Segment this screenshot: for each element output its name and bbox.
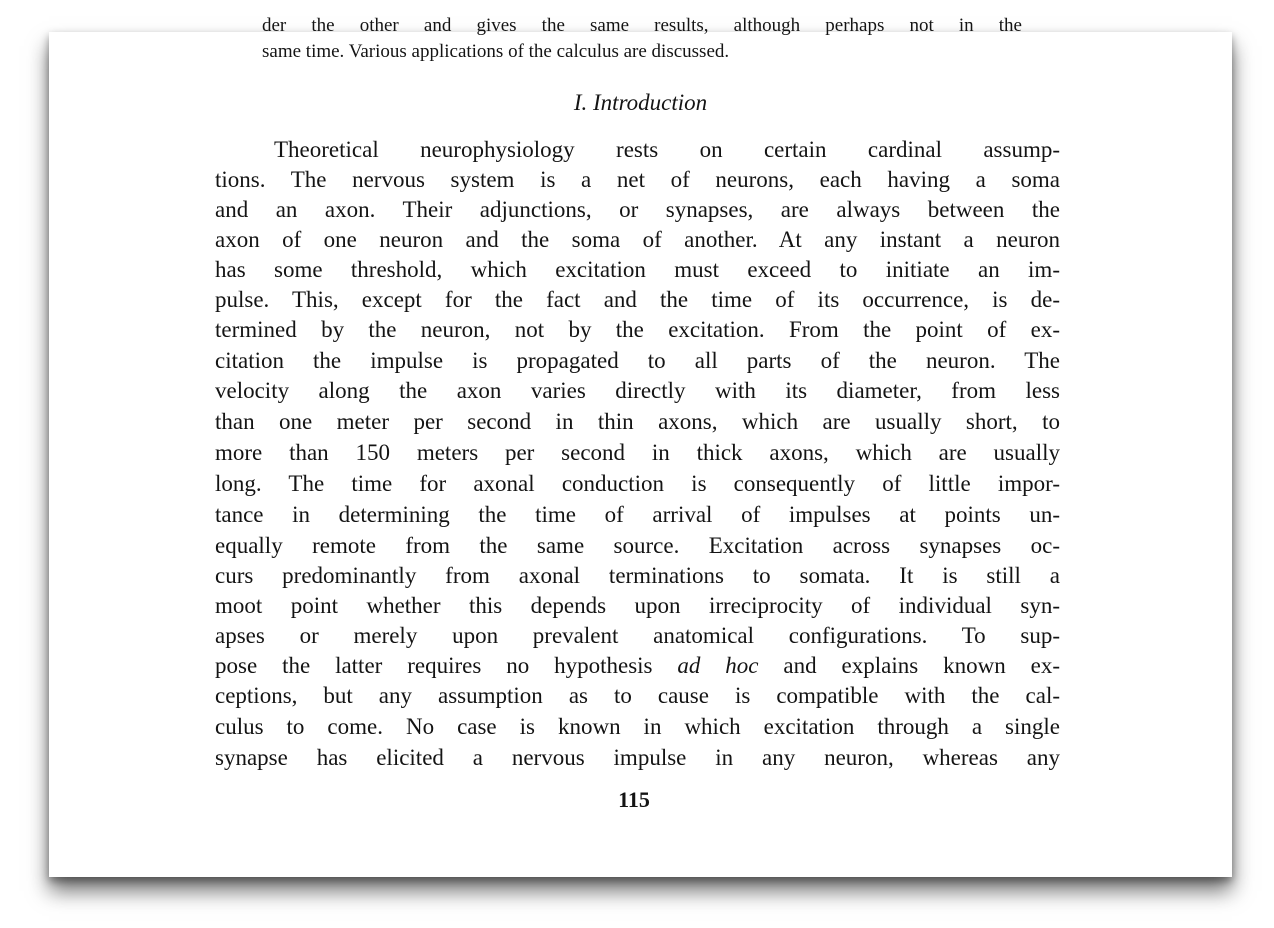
abstract-cutoff-line: der the other and gives the same results, although perhaps not in the [262, 15, 1022, 36]
body-line: more than 150 meters per second in thick axons, which are usually [215, 440, 1060, 465]
abstract-last-line: same time. Various applications of the calculus are discussed. [262, 41, 730, 62]
body-line: tions. The nervous system is a net of neurons, each having a soma [215, 167, 1060, 192]
body-line: has some threshold, which excitation must exceed to initiate an im- [215, 257, 1060, 282]
body-line: tance in determining the time of arrival of impulses at points un- [215, 502, 1060, 527]
body-line: citation the impulse is propagated to all parts of the neuron. The [215, 348, 1060, 373]
body-line-with-italic [215, 651, 1060, 681]
paper-page [49, 15, 1232, 877]
body-line: synapse has elicited a nervous impulse in any neuron, whereas any [215, 745, 1060, 770]
body-line: ceptions, but any assumption as to cause is compatible with the cal- [215, 683, 1060, 708]
body-line: moot point whether this depends upon irreciprocity of individual syn- [215, 593, 1060, 618]
italic-phrase: ad hoc [677, 653, 759, 678]
body-text: pose the latter requires no hypothesis [215, 653, 678, 678]
body-line: axon of one neuron and the soma of another. At any instant a neuron [215, 227, 1060, 252]
body-line: long. The time for axonal conduction is consequently of little impor- [215, 471, 1060, 496]
section-number: I. [573, 90, 588, 115]
body-line: velocity along the axon varies directly with its diameter, from less [215, 378, 1060, 403]
page-number: 115 [618, 787, 650, 812]
body-line: termined by the neuron, not by the excitation. From the point of ex- [215, 317, 1060, 342]
body-line: pulse. This, except for the fact and the time of its occurrence, is de- [215, 287, 1060, 312]
body-text: and explains known ex- [758, 653, 1060, 678]
body-line: apses or merely upon prevalent anatomical configurations. To sup- [215, 623, 1060, 648]
body-line: curs predominantly from axonal terminations to somata. It is still a [215, 563, 1060, 588]
body-line: than one meter per second in thin axons, which are usually short, to [215, 409, 1060, 434]
body-line: culus to come. No case is known in which excitation through a single [215, 714, 1060, 739]
section-heading [49, 88, 1232, 118]
body-line: Theoretical neurophysiology rests on certain cardinal assump- [274, 137, 1060, 162]
section-title: Introduction [593, 90, 708, 115]
body-line: and an axon. Their adjunctions, or synapses, are always between the [215, 197, 1060, 222]
body-line: equally remote from the same source. Excitation across synapses oc- [215, 533, 1060, 558]
